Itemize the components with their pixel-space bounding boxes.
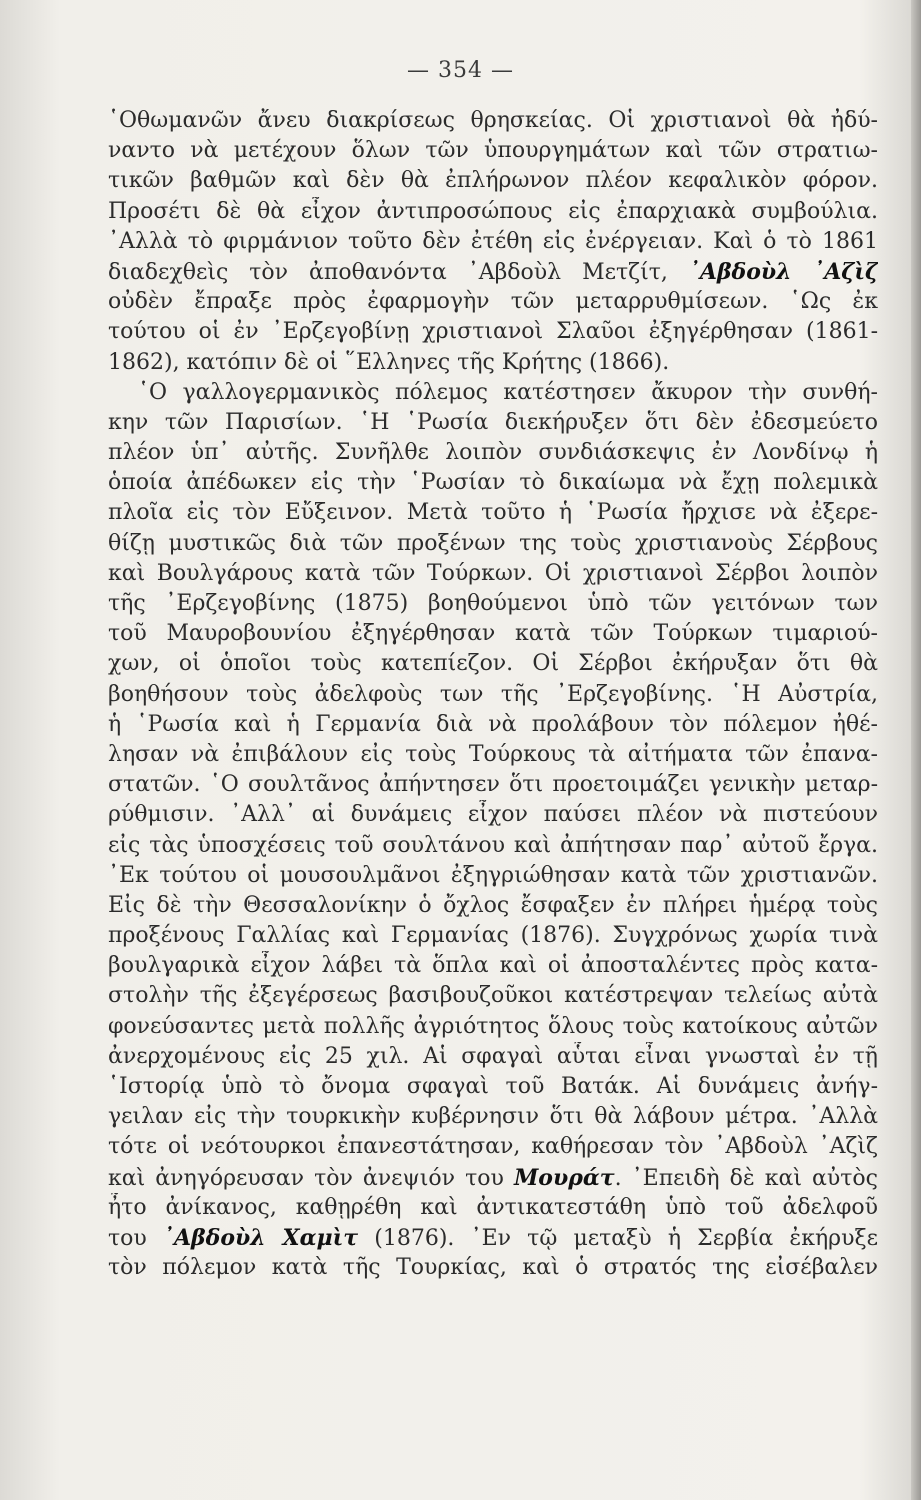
text-line	[108, 529, 878, 559]
text-segment: στατῶν. ῾Ο σουλτᾶνος ἀπήντησεν ὅτι προετοιμάζει γενικὴν μεταρ-	[108, 772, 878, 798]
text-line	[108, 1012, 878, 1042]
text-segment: θίζῃ μυστικῶς διὰ τῶν προξένων της τοὺς χριστιανοὺς Σέρβους	[108, 530, 878, 556]
text-segment: ᾿Εκ τούτου οἱ μουσουλμᾶνοι ἐξηγριώθησαν κατὰ τῶν χριστιανῶν.	[108, 862, 878, 888]
text-line	[108, 589, 878, 619]
text-segment: 1862), κατόπιν δὲ οἱ ῞Ελληνες τῆς Κρήτης (1866).	[108, 349, 670, 375]
text-line	[108, 287, 878, 317]
text-line	[108, 468, 878, 498]
text-line	[108, 710, 878, 740]
text-line	[108, 1253, 878, 1283]
bold-name: ᾿Αβδοὺλ ᾿Αζὶζ	[688, 258, 878, 285]
text-line	[108, 166, 878, 196]
text-line	[108, 981, 878, 1011]
text-line	[108, 831, 878, 861]
text-line	[108, 1102, 878, 1132]
text-segment: Εἰς δὲ τὴν Θεσσαλονίκην ὁ ὄχλος ἔσφαξεν ἐν πλήρει ἡμέρᾳ τοὺς	[108, 892, 878, 918]
text-line	[108, 559, 878, 589]
text-line	[108, 317, 878, 347]
text-line	[108, 861, 878, 891]
text-line	[108, 1163, 878, 1193]
bold-name: Μουράτ	[513, 1164, 615, 1191]
page-edge	[911, 0, 921, 1500]
text-line	[108, 438, 878, 468]
text-segment: ῾Οθωμανῶν ἄνευ διακρίσεως θρησκείας. Οἱ χριστιανοὶ θὰ ἠδύ-	[108, 108, 878, 133]
text-segment: χων, οἱ ὁποῖοι τοὺς κατεπίεζον. Οἱ Σέρβοι ἐκήρυξαν ὅτι θὰ	[108, 651, 878, 677]
text-segment: ἦτο ἀνίκανος, καθῃρέθη καὶ ἀντικατεστάθη ὑπὸ τοῦ ἀδελφοῦ	[108, 1194, 878, 1220]
text-segment: Προσέτι δὲ θὰ εἶχον ἀντιπροσώπους εἰς ἐπαρχιακὰ συμβούλια.	[108, 198, 878, 224]
text-segment: διαδεχθεὶς τὸν ἀποθανόντα ᾿Αβδοὺλ Μετζίτ,	[108, 259, 689, 285]
text-line	[108, 770, 878, 800]
text-segment: τὸν πόλεμον κατὰ τῆς Τουρκίας, καὶ ὁ στρατός της εἰσέβαλεν	[108, 1255, 878, 1281]
text-line	[108, 136, 878, 166]
text-line	[108, 951, 878, 981]
text-segment: εἰς τὰς ὑποσχέσεις τοῦ σουλτάνου καὶ ἀπήτησαν παρ᾿ αὐτοῦ ἔργα.	[108, 832, 878, 858]
text-line	[108, 1042, 878, 1072]
text-line	[108, 921, 878, 951]
text-line	[108, 227, 878, 257]
text-segment: πλέον ὑπ᾿ αὐτῆς. Συνῆλθε λοιπὸν συνδιάσκεψις ἐν Λονδίνῳ ἡ	[108, 440, 878, 466]
text-segment: ἀνερχομένους εἰς 25 χιλ. Αἱ σφαγαὶ αὗται εἶναι γνωσταὶ ἐν τῇ	[108, 1043, 878, 1069]
text-segment: ᾿Αλλὰ τὸ φιρμάνιον τοῦτο δὲν ἐτέθη εἰς ἐνέργειαν. Καὶ ὁ τὸ 1861	[108, 228, 878, 254]
text-segment: προξένους Γαλλίας καὶ Γερμανίας (1876). Συγχρόνως χωρία τινὰ	[108, 923, 878, 949]
text-segment: . ᾿Επειδὴ δὲ καὶ αὐτὸς	[614, 1165, 878, 1191]
text-line	[108, 1072, 878, 1102]
text-line	[108, 257, 878, 287]
text-line	[108, 800, 878, 830]
text-segment: γειλαν εἰς τὴν τουρκικὴν κυβέρνησιν ὅτι θὰ λάβουν μέτρα. ᾿Αλλὰ	[108, 1104, 878, 1130]
text-line	[108, 197, 878, 227]
text-segment: βουλγαρικὰ εἶχον λάβει τὰ ὅπλα καὶ οἱ ἀποσταλέντες πρὸς κατα-	[108, 953, 878, 979]
text-segment: ῾Ιστορίᾳ ὑπὸ τὸ ὄνομα σφαγαὶ τοῦ Βατάκ. Αἱ δυνάμεις ἀνήγ-	[108, 1074, 878, 1099]
bold-name: ᾿Αβδοὺλ Χαμὶτ	[162, 1224, 359, 1251]
text-segment: τῆς ᾿Ερζεγοβίνης (1875) βοηθούμενοι ὑπὸ τῶν γειτόνων των	[108, 591, 878, 616]
text-segment: τοῦ Μαυροβουνίου ἐξηγέρθησαν κατὰ τῶν Τούρκων τιμαριού-	[108, 621, 878, 647]
text-line	[108, 106, 878, 136]
text-segment: ρύθμισιν. ᾿Αλλ᾿ αἱ δυνάμεις εἶχον παύσει πλέον νὰ πιστεύουν	[108, 802, 878, 828]
text-segment: κην τῶν Παρισίων. ῾Η ῾Ρωσία διεκήρυξεν ὅτι δὲν ἐδεσμεύετο	[108, 409, 878, 435]
text-segment: στολὴν τῆς ἐξεγέρσεως βασιβουζοῦκοι κατέστρεψαν τελείως αὐτὰ	[108, 983, 878, 1009]
text-line	[108, 619, 878, 649]
page-text-body	[108, 106, 878, 1283]
text-segment: ὁποία ἀπέδωκεν εἰς τὴν ῾Ρωσίαν τὸ δικαίωμα νὰ ἔχῃ πολεμικὰ	[108, 470, 878, 496]
text-line	[108, 891, 878, 921]
text-line	[108, 1132, 878, 1162]
page-number: — 354 —	[407, 58, 514, 83]
text-segment: βοηθήσουν τοὺς ἀδελφοὺς των τῆς ᾿Ερζεγοβίνης. ῾Η Αὐστρία,	[108, 681, 878, 707]
text-line	[108, 680, 878, 710]
text-line	[108, 498, 878, 528]
text-line	[108, 1193, 878, 1223]
text-segment: λησαν νὰ ἐπιβάλουν εἰς τοὺς Τούρκους τὰ αἰτήματα τῶν ἐπανα-	[108, 741, 878, 767]
text-line	[108, 408, 878, 438]
text-line	[108, 378, 878, 408]
text-segment: φονεύσαντες μετὰ πολλῆς ἀγριότητος ὅλους τοὺς κατοίκους αὐτῶν	[108, 1013, 878, 1039]
text-segment: καὶ ἀνηγόρευσαν τὸν ἀνεψιόν του	[108, 1165, 514, 1191]
text-segment: τικῶν βαθμῶν καὶ δὲν θὰ ἐπλήρωνον πλέον κεφαλικὸν φόρον.	[108, 168, 878, 194]
text-segment: ῾Ο γαλλογερμανικὸς πόλεμος κατέστησεν ἄκυρον τὴν συνθή-	[138, 379, 878, 405]
text-line	[108, 649, 878, 679]
text-segment: ναντο νὰ μετέχουν ὅλων τῶν ὑπουργημάτων καὶ τῶν στρατιω-	[108, 138, 878, 164]
text-line	[108, 1223, 878, 1253]
text-segment: τούτου οἱ ἐν ᾿Ερζεγοβίνῃ χριστιανοὶ Σλαῦοι ἐξηγέρθησαν (1861-	[108, 319, 878, 345]
text-segment: καὶ Βουλγάρους κατὰ τῶν Τούρκων. Οἱ χριστιανοὶ Σέρβοι λοιπὸν	[108, 560, 878, 586]
text-segment: ἡ ῾Ρωσία καὶ ἡ Γερμανία διὰ νὰ προλάβουν τὸν πόλεμον ἠθέ-	[108, 711, 878, 737]
text-segment: οὐδὲν ἔπραξε πρὸς ἐφαρμογὴν τῶν μεταρρυθμίσεων. ῾Ως ἐκ	[108, 289, 878, 315]
text-line	[108, 740, 878, 770]
text-segment: του	[108, 1225, 163, 1251]
text-segment: τότε οἱ νεότουρκοι ἐπανεστάτησαν, καθήρεσαν τὸν ᾿Αβδοὺλ ᾿Αζὶζ	[108, 1134, 878, 1160]
text-line	[108, 348, 878, 378]
text-segment: πλοῖα εἰς τὸν Εὔξεινον. Μετὰ τοῦτο ἡ ῾Ρωσία ἤρχισε νὰ ἐξερε-	[108, 500, 878, 526]
text-segment: (1876). ᾿Εν τῷ μεταξὺ ἡ Σερβία ἐκήρυξε	[358, 1225, 878, 1251]
